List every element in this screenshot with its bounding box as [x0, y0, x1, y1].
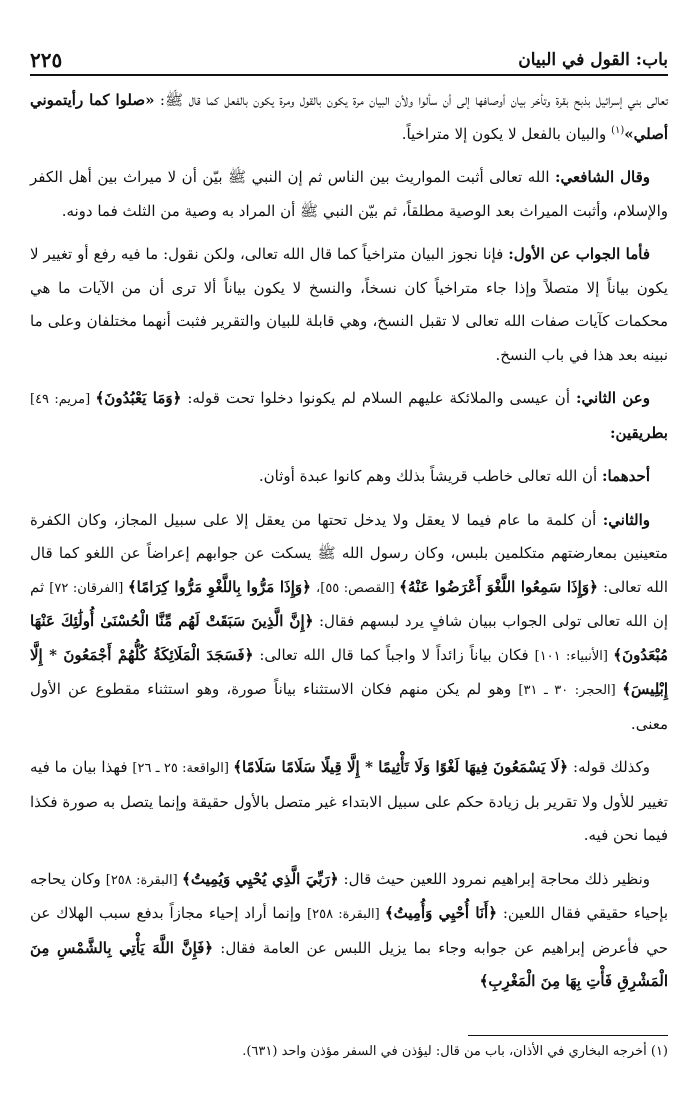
verse-reference: [الحجر: ٣٠ ـ ٣١] [518, 683, 623, 698]
paragraph-text: فهذا بيان ما فيه تغيير للأول ولا تقرير بل زيادة حكم على سبيل الابتداء غير متصل بالأول حقيقة وإنما يتصل به صورة فكذا فيما نحن فيه. [30, 758, 668, 844]
verse-reference: [الواقعة: ٢٥ ـ ٢٦] [132, 761, 234, 776]
quran-verse: ﴿أَنَا أُحْيِي وَأُمِيتُ﴾ [384, 904, 498, 922]
paragraph-1 [30, 84, 668, 151]
paragraph-8 [30, 863, 668, 999]
quran-verse: ﴿رَبِّيَ الَّذِي يُحْيِي وَيُمِيتُ﴾ [182, 869, 339, 888]
paragraph-text: أن كلمة ما عام فيما لا يعقل ولا يدخل تحتها من يعقل إلا على سبيل المجاز، وكان الكفرة متعينين بمعارضتهم متكلمين بلبس، وكان رسول الله ﷺ يسكت عن جوابهم إعراضاً عن اللغو كما قال الله تعالى: [30, 510, 668, 596]
quran-verse: ﴿إِنَّ الَّذِينَ سَبَقَتْ لَهُم مِّنَّا الْحُسْنَىٰ أُولَٰئِكَ عَنْهَا مُبْعَدُونَ﴾ [30, 612, 669, 664]
paragraph-text: أن عيسى والملائكة عليهم السلام لم يكونوا دخلوا تحت قوله: [181, 389, 576, 407]
paragraph-7 [30, 751, 668, 853]
paragraph-text: الله تعالى أثبت المواريث بين الناس ثم إن النبي ﷺ بيّن أن لا ميراث بين أهل الكفر والإسلام، وأثبت الميراث بعد الوصية مطلقاً، ثم بيّن النبي ﷺ أن المراد به وصية من الثلث فما دونه. [30, 168, 668, 220]
paragraph-lead: فأما الجواب عن الأول: [508, 245, 650, 263]
paragraph-lead: والثاني: [602, 510, 650, 529]
paragraph-text: وهو لم يكن منهم فكان الاستثناء بياناً صورة، وهو استثناء مقطوع عن الأول معنى. [30, 680, 668, 733]
footnote [30, 1041, 668, 1063]
running-head-title: باب: القول في البيان [518, 50, 668, 70]
verse-reference: [البقرة: ٢٥٨] [105, 872, 183, 888]
paragraph-lead: وقال الشافعي: [555, 168, 650, 186]
paragraph-5 [30, 460, 668, 494]
paragraph-text: وكان يحاجه بإحياء حقيقي فقال اللعين: [30, 869, 668, 922]
footnote-divider [468, 1035, 668, 1036]
verse-reference: [مريم: ٤٩] [30, 392, 96, 407]
paragraph-lead: وعن الثاني: [575, 389, 650, 407]
paragraph-text: وإنما أراد إحياء مجازاً بدفع سبب الهلاك عن حي فأعرض إبراهيم عن جوابه وجاء بما يزيل اللبس عن العامة فقال: [30, 904, 668, 957]
verse-reference: [البقرة: ٢٥٨] [307, 907, 385, 922]
verse-reference: [الأنبياء: ١٠١] [534, 648, 614, 664]
paragraph-3 [30, 238, 668, 372]
paragraph-text: بطريقين: [609, 423, 668, 442]
quran-verse: ﴿لَا يَسْمَعُونَ فِيهَا لَغْوًا وَلَا تَأْثِيمًا * إِلَّا قِيلًا سَلَامًا سَلَامًا﴾ [233, 758, 569, 776]
paragraph-4 [30, 382, 668, 450]
quran-verse: ﴿وَإِذَا مَرُّوا بِاللَّغْوِ مَرُّوا كِرَامًا﴾ [127, 577, 311, 596]
footnote-text: أخرجه البخاري في الأذان، باب من قال: ليؤذن في السفر مؤذن واحد (٦٣١). [242, 1044, 651, 1059]
footnote-number: (١) [650, 1044, 668, 1059]
footnote-marker: (١) [611, 124, 625, 136]
quran-verse: ﴿وَإِذَا سَمِعُوا اللَّغْوَ أَعْرَضُوا عَنْهُ﴾ [399, 577, 598, 596]
paragraph-text: فكان بياناً زائداً لا واجباً كما قال الله تعالى: [253, 645, 535, 664]
paragraph-2 [30, 161, 668, 228]
paragraph-text: تعالى بني إسرائيل بذبح بقرة وتأخر بيان أوصافها إلى أن سألوا ولأن البيان مرة يكون بالقول ومرة يكون بالفعل كما قال ﷺ: [154, 91, 668, 109]
verse-reference: [القصص: ٥٥]، [316, 580, 400, 596]
hadith-quote: «صلوا كما رأيتموني أصلي» [30, 91, 668, 143]
paragraph-text: ونظير ذلك محاجة إبراهيم نمرود اللعين حيث قال: [338, 869, 651, 888]
page-number: ٢٢٥ [30, 48, 63, 72]
page-header [30, 40, 668, 76]
paragraph-text: والبيان بالفعل لا يكون إلا متراخياً. [401, 124, 612, 143]
quran-verse: ﴿فَإِنَّ اللَّهَ يَأْتِي بِالشَّمْسِ مِنَ الْمَشْرِقِ فَأْتِ بِهَا مِنَ الْمَغْرِبِ﴾ [30, 938, 668, 990]
paragraph-text: فإنا نجوز البيان متراخياً كما قال الله تعالى، ولكن نقول: ما فيه رفع أو تغيير لا يكون بياناً إلا متصلاً وإذا جاء متراخياً كان نسخاً، والنسخ لا يكون بياناً ألا ترى أن من الآيات ما هي محكمات كآيات صفات الله تعالى لا تقبل النسخ، وهي قابلة للبيان والتقرير فثبت أنهما مختلفان وعلى ما نبينه بعد هذا في باب النسخ. [30, 245, 668, 364]
paragraph-text: وكذلك قوله: [568, 758, 650, 776]
quran-verse: ﴿وَمَا يَعْبُدُونَ﴾ [95, 389, 182, 407]
paragraph-text: أن الله تعالى خاطب قريشاً بذلك وهم كانوا عبدة أوثان. [258, 467, 602, 485]
page-body [30, 84, 668, 1009]
paragraph-6 [30, 504, 668, 742]
paragraph-lead: أحدهما: [601, 467, 650, 485]
quran-verse: ﴿فَسَجَدَ الْمَلَائِكَةُ كُلُّهُمْ أَجْمَعُونَ * إِلَّا إِبْلِيسَ﴾ [30, 645, 669, 698]
paragraph-text: ثم إن الله تعالى تولى الجواب ببيان شافٍ يرد لبسهم فقال: [30, 577, 669, 630]
verse-reference: [الفرقان: ٧٢] [49, 580, 128, 596]
